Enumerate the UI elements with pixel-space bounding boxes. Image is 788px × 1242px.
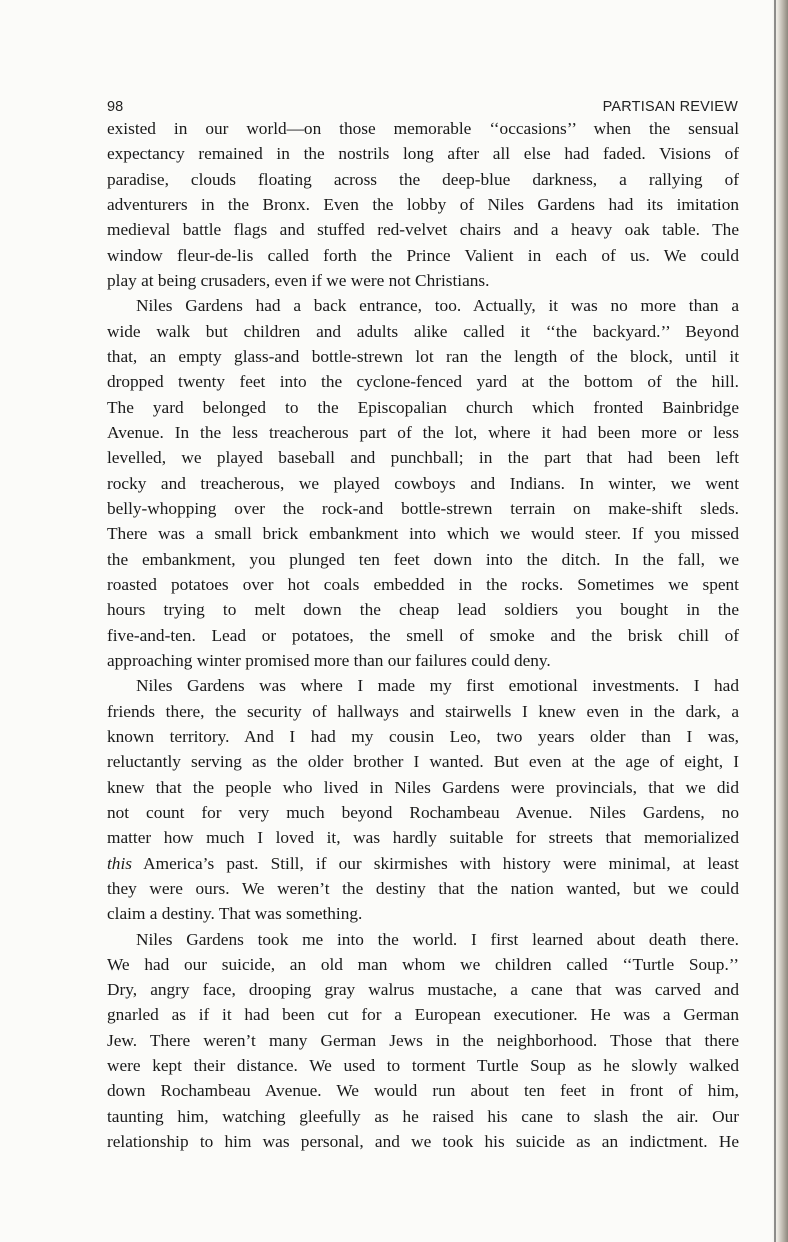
text-line: We had our suicide, an old man whom we children called ‘‘Turtle Soup.’’ (107, 954, 739, 974)
text-line: approaching winter promised more than our failures could deny. (107, 650, 551, 670)
text-line: paradise, clouds floating across the deep-blue darkness, a rallying of (107, 169, 739, 189)
text-line: Niles Gardens took me into the world. I first learned about death there. (136, 929, 739, 949)
text-line: relationship to him was personal, and we took his suicide as an indictment. He (107, 1132, 739, 1152)
text-line: gnarled as if it had been cut for a European executioner. He was a German (107, 1005, 739, 1025)
text-line: belly-whopping over the rock-and bottle-strewn terrain on make-shift sleds. (107, 498, 739, 518)
text-line: There was a small brick embankment into which we would steer. If you missed (107, 524, 739, 544)
body-text (107, 116, 739, 1154)
text-line: down Rochambeau Avenue. We would run about ten feet in front of him, (107, 1081, 739, 1101)
page-number: 98 (107, 99, 124, 115)
paragraph (107, 673, 739, 926)
text-line: hours trying to melt down the cheap lead soldiers you bought in the (107, 600, 739, 620)
text-line: wide walk but children and adults alike called it ‘‘the backyard.’’ Beyond (107, 321, 739, 341)
page-edge (774, 0, 776, 1242)
text-line: medieval battle flags and stuffed red-velvet chairs and a heavy oak table. The (107, 220, 739, 240)
text-line: claim a destiny. That was something. (107, 904, 363, 924)
italic-text: this (107, 853, 132, 873)
text-line: not count for very much beyond Rochambeau Avenue. Niles Gardens, no (107, 802, 739, 822)
text-line: reluctantly serving as the older brother I wanted. But even at the age of eight, I (107, 752, 739, 772)
text-line: roasted potatoes over hot coals embedded in the rocks. Sometimes we spent (107, 574, 739, 594)
text-line: taunting him, watching gleefully as he raised his cane to slash the air. Our (107, 1106, 739, 1126)
text-line: Niles Gardens was where I made my first emotional investments. I had (136, 676, 739, 696)
text-line: levelled, we played baseball and punchball; in the part that had been left (107, 448, 739, 468)
text-line: dropped twenty feet into the cyclone-fenced yard at the bottom of the hill. (107, 372, 739, 392)
paragraph (107, 116, 739, 293)
text-line: expectancy remained in the nostrils long after all else had faded. Visions of (107, 144, 739, 164)
text-line: five-and-ten. Lead or potatoes, the smell of smoke and the brisk chill of (107, 625, 739, 645)
text-line: Dry, angry face, drooping gray walrus mustache, a cane that was carved and (107, 980, 739, 1000)
text-line: known territory. And I had my cousin Leo, two years older than I was, (107, 726, 739, 746)
text-line: existed in our world—on those memorable ‘‘occasions’’ when the sensual (107, 119, 739, 138)
text-line: Jew. There weren’t many German Jews in the neighborhood. Those that there (107, 1030, 739, 1050)
text-line: the embankment, you plunged ten feet down into the ditch. In the fall, we (107, 549, 739, 569)
text-line: were kept their distance. We used to torment Turtle Soup as he slowly walked (107, 1056, 739, 1076)
text-line: friends there, the security of hallways and stairwells I knew even in the dark, a (107, 701, 739, 721)
journal-title: PARTISAN REVIEW (602, 99, 738, 115)
text-segment: America’s past. Still, if our skirmishes with history were minimal, at least (131, 853, 739, 873)
text-line: rocky and treacherous, we played cowboys and Indians. In winter, we went (107, 473, 739, 493)
text-line: matter how much I loved it, was hardly suitable for streets that memorialized (107, 828, 739, 848)
text-line: play at being crusaders, even if we were not Christians. (107, 270, 490, 290)
text-line (107, 851, 739, 876)
text-line: Niles Gardens had a back entrance, too. Actually, it was no more than a (136, 296, 739, 316)
text-line: window fleur-de-lis called forth the Prince Valient in each of us. We could (107, 245, 739, 265)
paragraph (107, 927, 739, 1155)
text-line: The yard belonged to the Episcopalian church which fronted Bainbridge (107, 397, 739, 417)
paragraph (107, 293, 739, 673)
text-line: adventurers in the Bronx. Even the lobby of Niles Gardens had its imitation (107, 194, 739, 214)
text-line: that, an empty glass-and bottle-strewn lot ran the length of the block, until it (107, 346, 739, 366)
text-line: they were ours. We weren’t the destiny that the nation wanted, but we could (107, 878, 739, 898)
text-line: Avenue. In the less treacherous part of the lot, where it had been more or less (107, 422, 739, 442)
text-line: knew that the people who lived in Niles Gardens were provincials, that we did (107, 777, 739, 797)
